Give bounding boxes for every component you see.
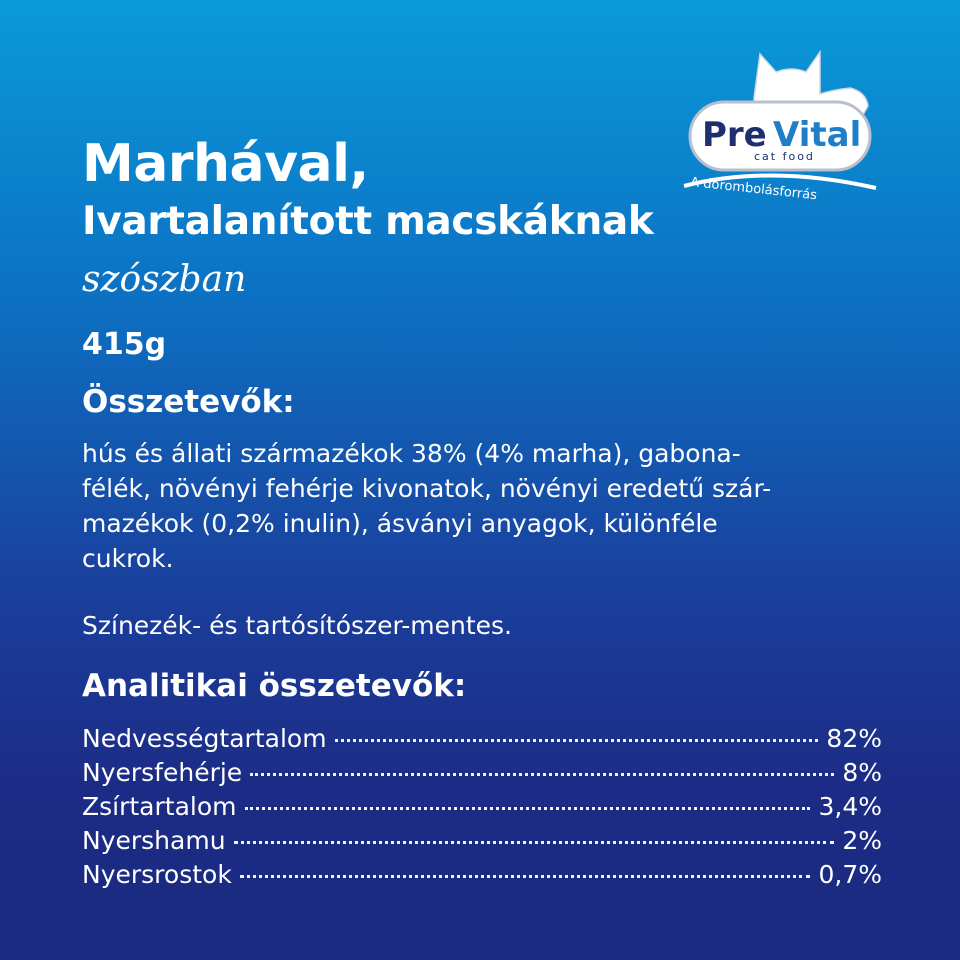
additive-free-note: Színezék- és tartósítószer-mentes. [82,611,512,640]
logo-tagline: A dorombolásforrás [689,175,818,204]
ingredients-line: cukrok. [82,544,174,573]
analytical-row [82,860,882,894]
prevital-logo [680,36,880,216]
analytical-value: 3,4% [818,792,882,821]
analytical-value: 82% [826,724,882,753]
analytical-label: Nyersfehérje [82,758,243,787]
analytical-label: Zsírtartalom [82,792,237,821]
analytical-row [82,792,882,826]
analytical-label: Nyersrostok [82,860,232,889]
dot-leader [240,875,811,878]
analytical-row [82,758,882,792]
dot-leader [250,773,834,776]
product-weight: 415g [82,327,167,362]
analytical-label: Nedvességtartalom [82,724,327,753]
analytical-row [82,826,882,860]
product-subtitle: Ivartalanított macskáknak [82,199,654,244]
ingredients-line: hús és állati származékok 38% (4% marha), gabona- [82,439,741,468]
ingredients-line: mazékok (0,2% inulin), ásványi anyagok, különféle [82,509,718,538]
analytical-heading: Analitikai összetevők: [82,668,467,704]
analytical-value: 2% [842,826,882,855]
product-variant: szószban [82,259,247,300]
ingredients-line: félék, növényi fehérje kivonatok, növényi eredetű szár- [82,474,772,503]
analytical-value: 0,7% [818,860,882,889]
dot-leader [335,739,819,742]
logo-name-vital: Vital [773,115,862,155]
prevital-logo-svg [680,36,880,216]
ingredients-heading: Összetevők: [82,384,295,420]
dot-leader [234,841,835,844]
logo-subtitle: cat food [754,150,815,163]
analytical-value: 8% [842,758,882,787]
ingredients-text [82,436,872,576]
dot-leader [245,807,811,810]
analytical-row [82,724,882,758]
analytical-table [82,724,882,894]
logo-name-pre: Pre [702,115,767,155]
analytical-label: Nyershamu [82,826,226,855]
product-title: Marhával, [82,134,369,194]
